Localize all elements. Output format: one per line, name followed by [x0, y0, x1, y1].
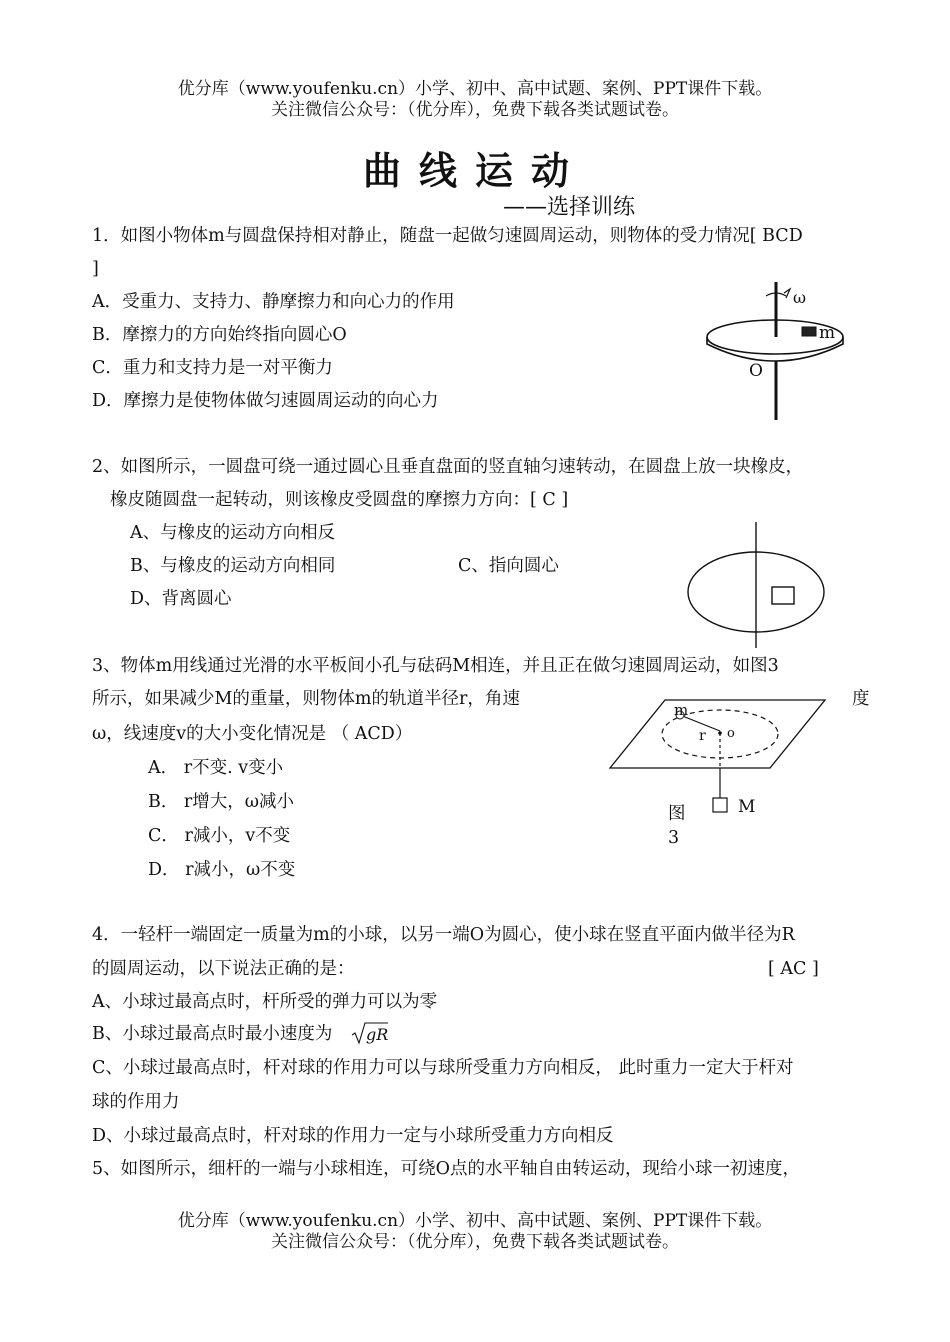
q4-stem-line-1: 4．一轻杆一端固定一质量为m的小球，以另一端O为圆心，使小球在竖直平面内做半径为R — [92, 925, 795, 945]
q1-option-a: A．受重力、支持力、静摩擦力和向心力的作用 — [92, 292, 455, 312]
q5-stem-line-1: 5、如图所示，细杆的一端与小球相连，可绕O点的水平轴自由转运动，现给小球一初速度， — [92, 1159, 800, 1179]
q4-option-c-cont: 球的作用力 — [92, 1092, 180, 1112]
q2-stem-line-2: 橡皮随圆盘一起转动，则该橡皮受圆盘的摩擦力方向：[ C ] — [110, 490, 569, 510]
q2-option-d: D、背离圆心 — [130, 589, 232, 609]
q3-o-label: o — [727, 726, 735, 741]
q1-stem: 1．如图小物体m与圆盘保持相对静止，随盘一起做匀速圆周运动，则物体的受力情况[ BCD — [92, 226, 803, 246]
q1-o-label: O — [749, 361, 763, 381]
q1-omega-label: ω — [793, 288, 807, 307]
q3-stem-line-2-end: 度 — [852, 689, 870, 709]
q3-r-label: r — [699, 728, 706, 744]
q2-option-c: C、指向圆心 — [458, 556, 559, 576]
q3-stem-line-1: 3、物体m用线通过光滑的水平板间小孔与砝码M相连，并且正在做匀速圆周运动，如图3 — [92, 656, 779, 676]
q4-option-d: D、小球过最高点时，杆对球的作用力一定与小球所受重力方向相反 — [92, 1126, 614, 1146]
page-title: 曲线运动 — [362, 149, 587, 193]
q2-option-a: A、与橡皮的运动方向相反 — [130, 523, 336, 543]
q3-plate-figure — [605, 695, 835, 820]
q4-sqrt-expr: gR — [366, 1025, 389, 1044]
q3-caption-2: 3 — [668, 828, 680, 848]
q3-m-label: m — [674, 701, 689, 719]
q4-stem-line-2: 的圆周运动，以下说法正确的是： — [92, 959, 355, 979]
q1-option-b: B．摩擦力的方向始终指向圆心O — [92, 325, 347, 345]
q4-option-b: B、小球过最高点时最小速度为 — [92, 1024, 333, 1044]
q3-stem-line-3: ω，线速度v的大小变化情况是 （ ACD） — [92, 724, 413, 744]
q2-option-b: B、与橡皮的运动方向相同 — [130, 556, 336, 576]
footer-line-2: 关注微信公众号：（优分库），免费下载各类试题试卷。 — [271, 1232, 679, 1252]
q4-option-c: C、小球过最高点时，杆对球的作用力可以与球所受重力方向相反， 此时重力一定大于杆对 — [92, 1058, 794, 1078]
q3-option-c: C． r减小，v不变 — [148, 826, 291, 846]
page-subtitle: ——选择训练 — [503, 195, 636, 220]
q3-option-d: D． r减小，ω不变 — [148, 860, 296, 880]
q4-option-a: A、小球过最高点时，杆所受的弹力可以为零 — [92, 992, 438, 1012]
q1-option-d: D．摩擦力是使物体做匀速圆周运动的向心力 — [92, 391, 439, 411]
q3-option-b: B． r增大，ω减小 — [148, 792, 295, 812]
q3-M-label: M — [738, 797, 756, 817]
q3-option-a: A． r不变. v变小 — [148, 758, 284, 778]
header-line-2: 关注微信公众号：（优分库），免费下载各类试题试卷。 — [271, 100, 679, 120]
header-line-1: 优分库（www.youfenku.cn）小学、初中、高中试题、案例、PPT课件下载。 — [177, 79, 773, 99]
q2-disk-figure — [685, 520, 835, 650]
q3-stem-line-2: 所示，如果减少M的重量，则物体m的轨道半径r，角速 — [92, 689, 520, 709]
q2-stem-line-1: 2、如图所示，一圆盘可绕一通过圆心且垂直盘面的竖直轴匀速转动，在圆盘上放一块橡皮， — [92, 457, 804, 477]
footer-line-1: 优分库（www.youfenku.cn）小学、初中、高中试题、案例、PPT课件下载。 — [177, 1211, 773, 1231]
q4-answer: [ AC ] — [768, 959, 819, 979]
q1-stem-end: ] — [92, 259, 99, 279]
q1-m-label: m — [819, 323, 836, 343]
q1-option-c: C．重力和支持力是一对平衡力 — [92, 358, 333, 378]
q1-disk-figure — [700, 280, 850, 425]
q3-caption-1: 图 — [668, 804, 686, 824]
